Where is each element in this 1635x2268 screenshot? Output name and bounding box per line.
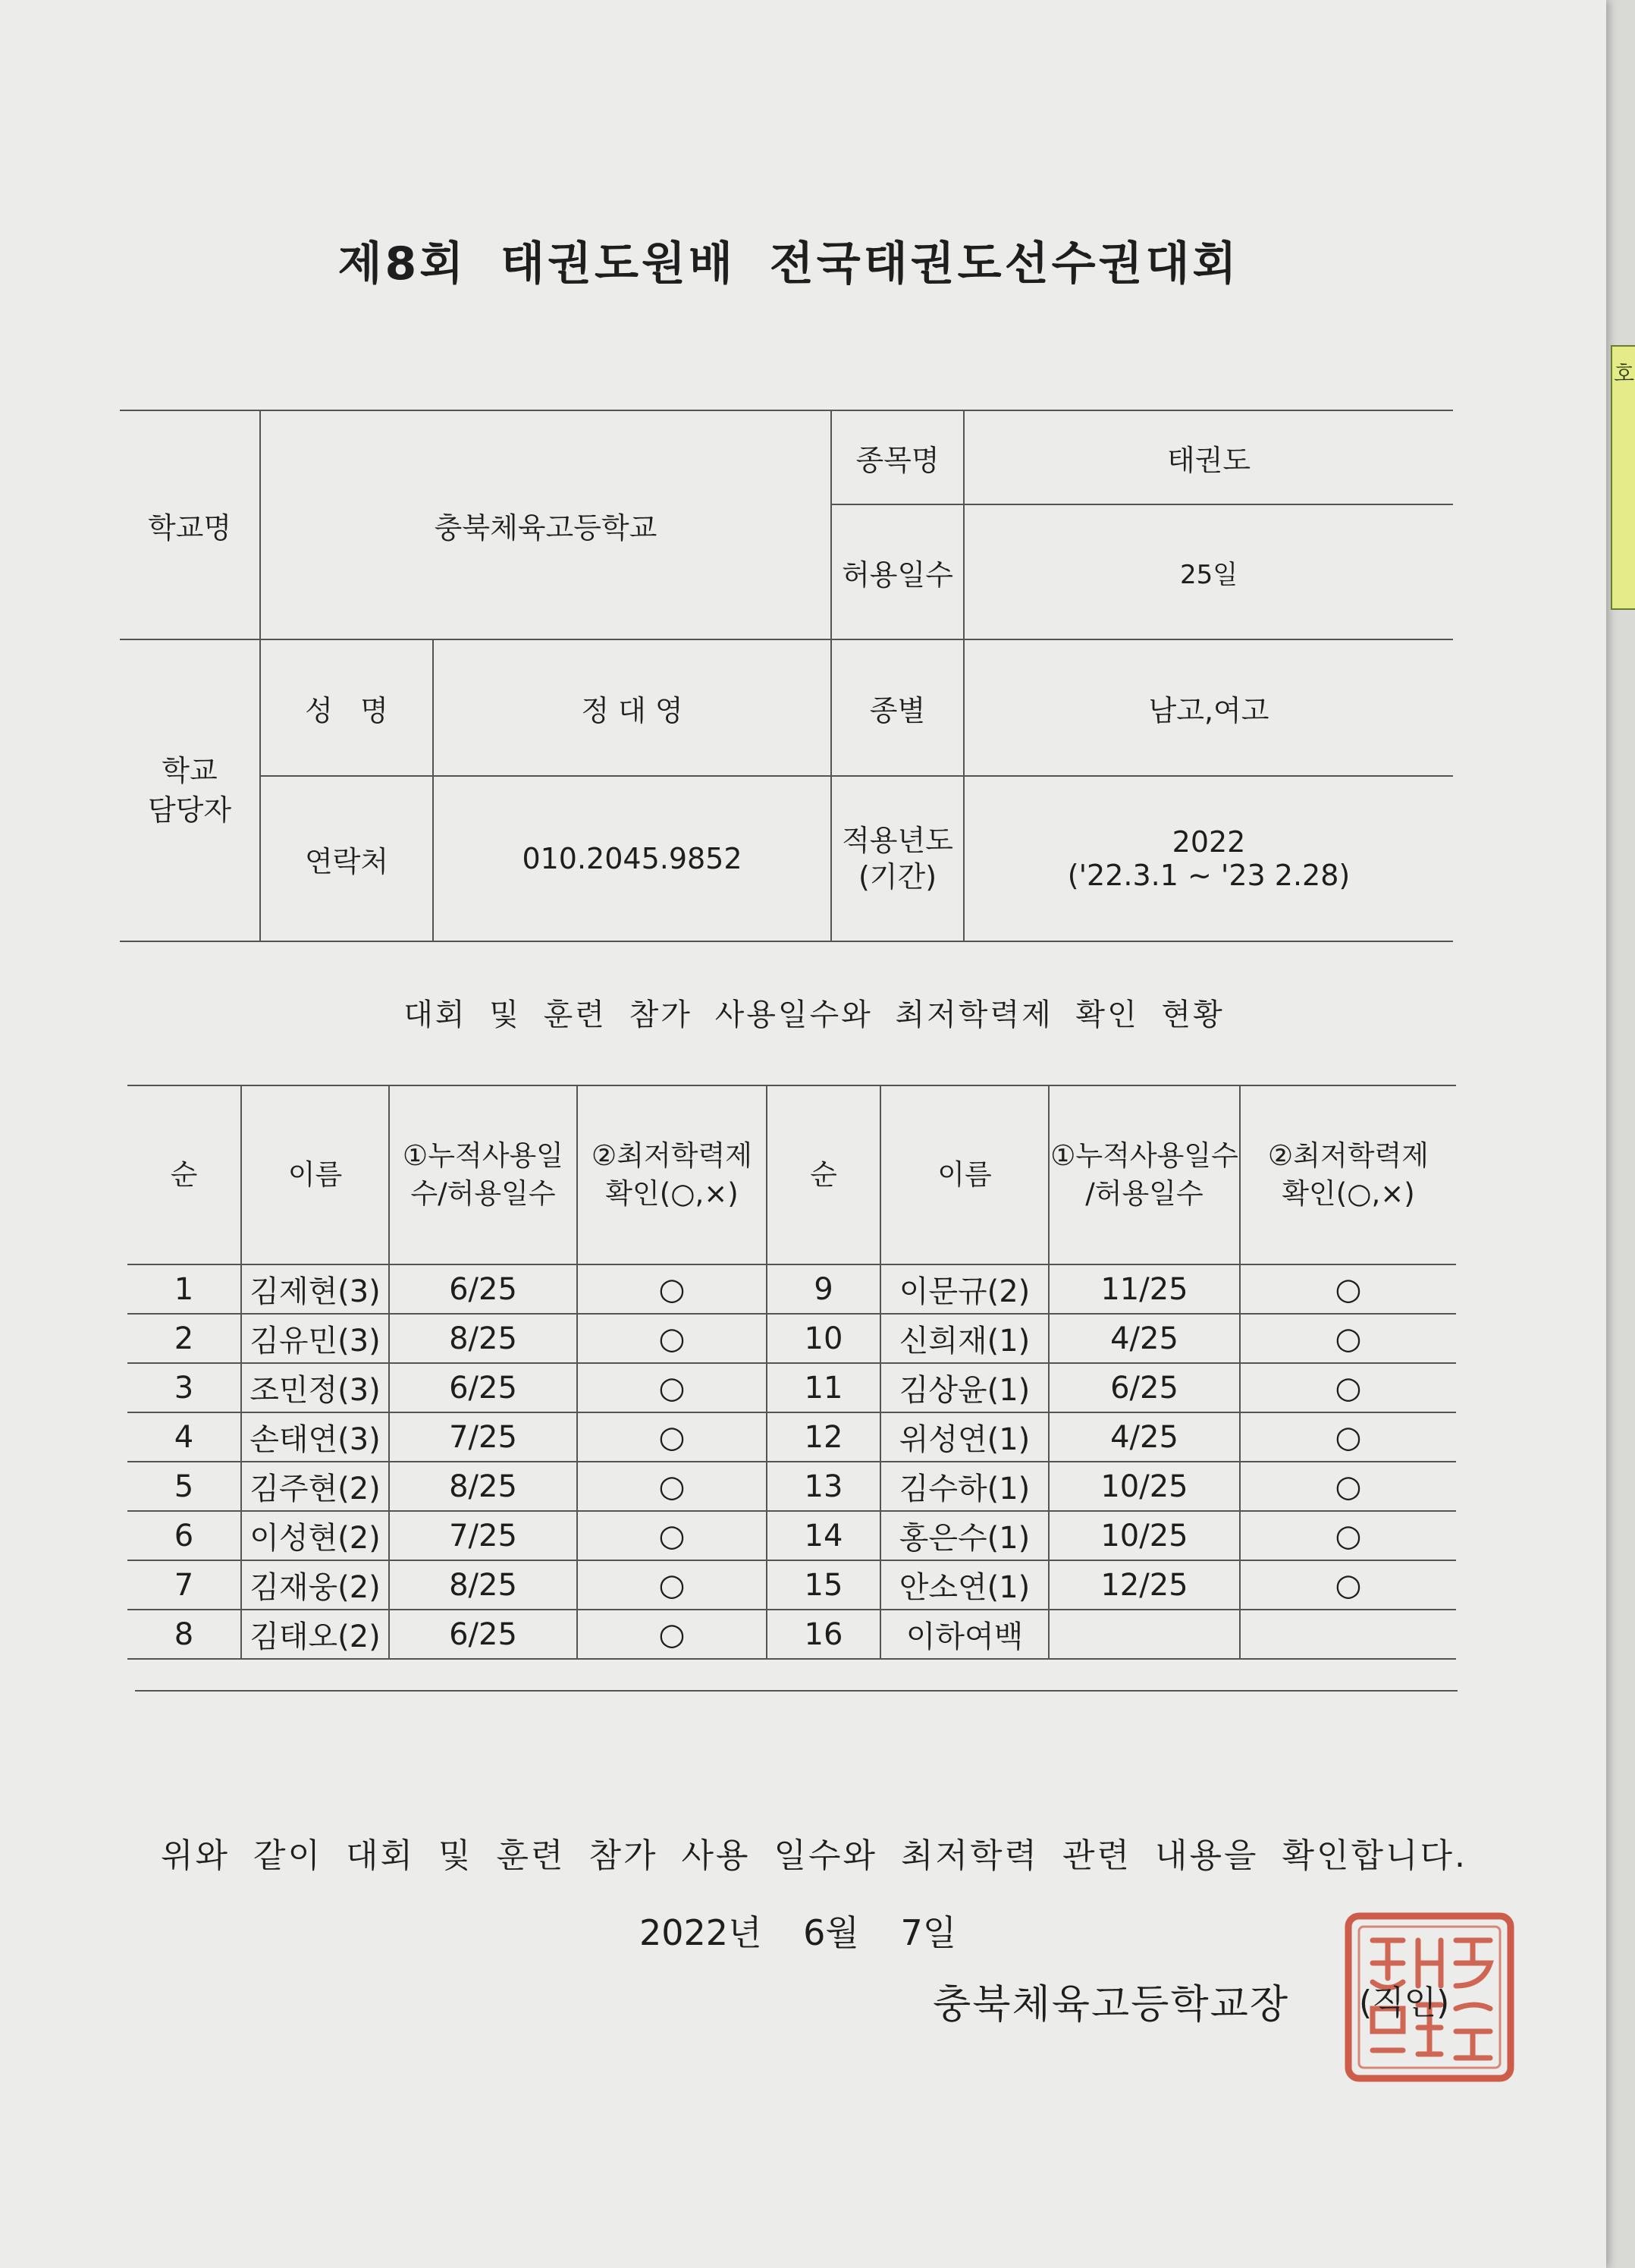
table-row — [127, 1511, 1456, 1560]
row-name-right: 김수하(1) — [880, 1462, 1049, 1511]
header-name-right: 이름 — [880, 1085, 1049, 1264]
row-days-left: 6/25 — [389, 1264, 577, 1314]
row-name-right: 이문규(2) — [880, 1264, 1049, 1314]
manager-label: 학교 담당자 — [120, 639, 260, 941]
row-no-right: 9 — [767, 1264, 880, 1314]
row-check-right: ○ — [1240, 1363, 1456, 1412]
period-value: ('22.3.1 ~ '23 2.28) — [1067, 859, 1351, 892]
table-row — [127, 1264, 1456, 1314]
header-name-left: 이름 — [241, 1085, 389, 1264]
row-days-right: 10/25 — [1049, 1511, 1240, 1560]
seal-note: (직인) — [1359, 1984, 1450, 2022]
row-name-right: 이하여백 — [880, 1610, 1049, 1659]
row-days-right: 4/25 — [1049, 1412, 1240, 1462]
row-no-left: 1 — [127, 1264, 241, 1314]
row-days-left: 7/25 — [389, 1511, 577, 1560]
participants-rows — [127, 1264, 1456, 1659]
row-name-left: 이성현(2) — [241, 1511, 389, 1560]
event-label: 종목명 — [831, 410, 964, 504]
row-no-left: 8 — [127, 1610, 241, 1659]
issue-date: 2022년 6월 7일 — [639, 1912, 957, 1953]
row-no-right: 11 — [767, 1363, 880, 1412]
document-title: 제8회 태권도원배 전국태권도선수권대회 — [337, 237, 1240, 291]
header-no-right: 순 — [767, 1085, 880, 1264]
row-days-right: 12/25 — [1049, 1560, 1240, 1610]
row-days-right: 4/25 — [1049, 1314, 1240, 1363]
category-label: 종별 — [831, 639, 964, 776]
row-name-left: 조민정(3) — [241, 1363, 389, 1412]
row-no-right: 14 — [767, 1511, 880, 1560]
row-days-left: 6/25 — [389, 1363, 577, 1412]
school-name-value: 충북체육고등학교 — [260, 410, 831, 639]
row-check-left: ○ — [577, 1314, 767, 1363]
row-no-left: 3 — [127, 1363, 241, 1412]
row-check-right: ○ — [1240, 1264, 1456, 1314]
row-check-right: ○ — [1240, 1314, 1456, 1363]
row-check-left: ○ — [577, 1511, 767, 1560]
manager-name-label: 성 명 — [260, 639, 433, 776]
row-check-left: ○ — [577, 1610, 767, 1659]
row-no-left: 4 — [127, 1412, 241, 1462]
row-name-left: 김유민(3) — [241, 1314, 389, 1363]
row-days-right: 11/25 — [1049, 1264, 1240, 1314]
row-name-left: 김태오(2) — [241, 1610, 389, 1659]
allowed-days-value: 25일 — [964, 504, 1453, 639]
table-row — [127, 1560, 1456, 1610]
row-name-left: 김제현(3) — [241, 1264, 389, 1314]
side-tab — [1611, 345, 1635, 610]
row-check-left: ○ — [577, 1264, 767, 1314]
row-days-right: 6/25 — [1049, 1363, 1240, 1412]
row-days-right — [1049, 1610, 1240, 1659]
row-no-left: 6 — [127, 1511, 241, 1560]
row-check-left: ○ — [577, 1462, 767, 1511]
row-name-left: 손태연(3) — [241, 1412, 389, 1462]
row-check-right: ○ — [1240, 1462, 1456, 1511]
row-days-left: 7/25 — [389, 1412, 577, 1462]
year-label: 적용년도 (기간) — [831, 776, 964, 941]
manager-name-value: 정 대 영 — [433, 639, 831, 776]
row-no-right: 15 — [767, 1560, 880, 1610]
row-check-right — [1240, 1610, 1456, 1659]
contact-label: 연락처 — [260, 776, 433, 941]
row-check-right: ○ — [1240, 1511, 1456, 1560]
category-value: 남고,여고 — [964, 639, 1453, 776]
row-check-right: ○ — [1240, 1412, 1456, 1462]
row-days-left: 8/25 — [389, 1462, 577, 1511]
row-no-left: 7 — [127, 1560, 241, 1610]
row-name-right: 신희재(1) — [880, 1314, 1049, 1363]
row-name-left: 김재웅(2) — [241, 1560, 389, 1610]
participants-table — [127, 1085, 1456, 1660]
header-days-right: ①누적사용일수 /허용일수 — [1049, 1085, 1240, 1264]
row-name-right: 김상윤(1) — [880, 1363, 1049, 1412]
contact-value: 010.2045.9852 — [433, 776, 831, 941]
year-cell — [964, 776, 1453, 941]
row-no-right: 16 — [767, 1610, 880, 1659]
side-tab-label: 호 — [1614, 361, 1635, 386]
row-check-left: ○ — [577, 1412, 767, 1462]
school-name-label: 학교명 — [120, 410, 260, 639]
row-no-right: 12 — [767, 1412, 880, 1462]
row-days-left: 8/25 — [389, 1560, 577, 1610]
table-row — [127, 1412, 1456, 1462]
row-no-left: 5 — [127, 1462, 241, 1511]
signer-title: 충북체육고등학교장 — [933, 1982, 1290, 2028]
header-days-left: ①누적사용일 수/허용일수 — [389, 1085, 577, 1264]
row-no-right: 13 — [767, 1462, 880, 1511]
row-no-right: 10 — [767, 1314, 880, 1363]
row-name-right: 안소연(1) — [880, 1560, 1049, 1610]
allowed-days-label: 허용일수 — [831, 504, 964, 639]
table-row — [127, 1363, 1456, 1412]
header-no-left: 순 — [127, 1085, 241, 1264]
row-days-left: 8/25 — [389, 1314, 577, 1363]
table-row — [127, 1610, 1456, 1659]
row-name-right: 홍은수(1) — [880, 1511, 1049, 1560]
row-days-left: 6/25 — [389, 1610, 577, 1659]
row-days-right: 10/25 — [1049, 1462, 1240, 1511]
row-check-right: ○ — [1240, 1560, 1456, 1610]
year-value: 2022 — [1172, 825, 1246, 859]
row-check-left: ○ — [577, 1363, 767, 1412]
row-name-right: 위성연(1) — [880, 1412, 1049, 1462]
row-no-left: 2 — [127, 1314, 241, 1363]
event-value: 태권도 — [964, 410, 1453, 504]
header-check-right: ②최저학력제 확인(○,×) — [1240, 1085, 1456, 1264]
row-name-left: 김주현(2) — [241, 1462, 389, 1511]
confirm-statement: 위와 같이 대회 및 훈련 참가 사용 일수와 최저학력 관련 내용을 확인합니다. — [161, 1836, 1467, 1875]
section-subtitle: 대회 및 훈련 참가 사용일수와 최저학력제 확인 현황 — [403, 997, 1225, 1032]
table-bottom-rule — [135, 1690, 1458, 1692]
school-info-table — [120, 410, 1453, 942]
row-check-left: ○ — [577, 1560, 767, 1610]
table-row — [127, 1462, 1456, 1511]
table-row — [127, 1314, 1456, 1363]
header-check-left: ②최저학력제 확인(○,×) — [577, 1085, 767, 1264]
